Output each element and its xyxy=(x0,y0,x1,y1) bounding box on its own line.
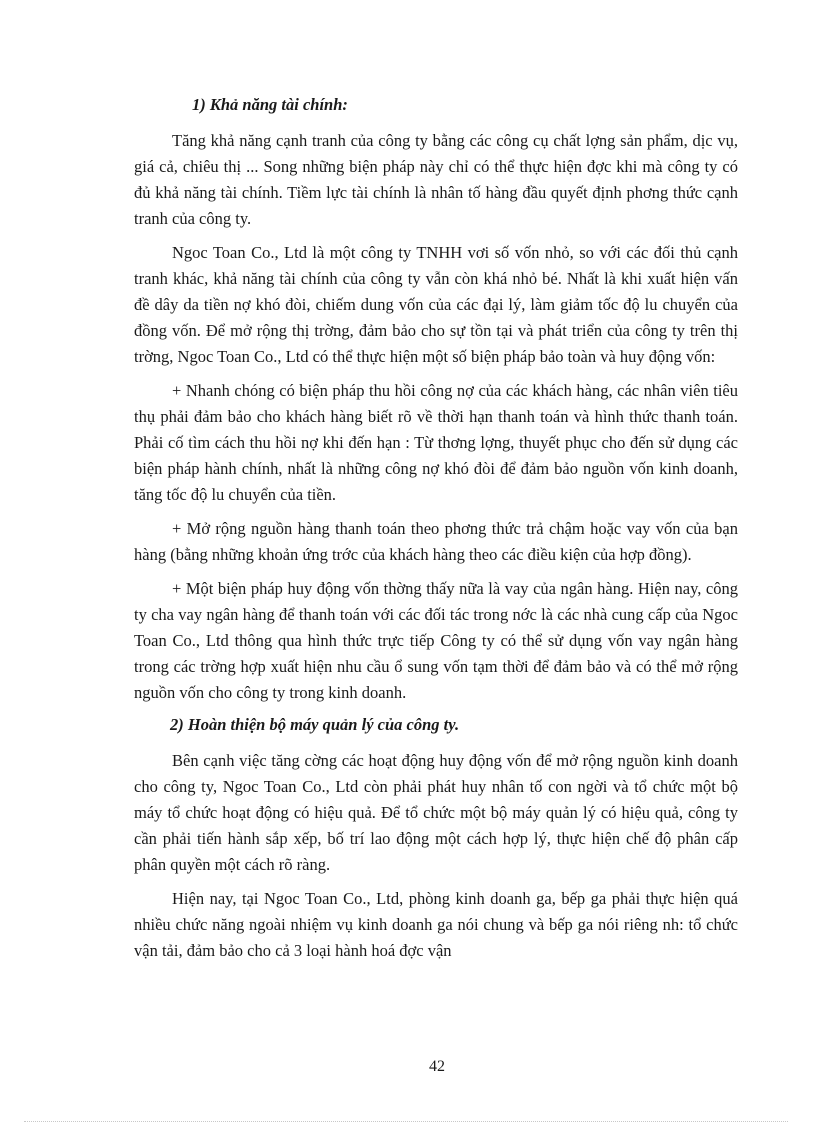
page-number: 42 xyxy=(429,1058,445,1075)
section-1-heading: 1) Khả năng tài chính: xyxy=(192,95,348,114)
section-1-paragraph-2: Ngoc Toan Co., Ltd là một công ty TNHH vơi số vốn nhỏ, so với các đối thủ cạnh tranh khác, khả năng tài chính của công ty vẫn còn khá nhỏ bé. Nhất là khi xuất hiện vấn đề dây da tiền nợ khó đòi, chiếm dung vốn của các đại lý, làm giảm tốc độ lu chuyển của đồng vốn. Để mở rộng thị trờng, đảm bảo cho sự tồn tại và phát triển của công ty trên thị trờng, Ngoc Toan Co., Ltd có thể thực hiện một số biện pháp bảo toàn và huy động vốn: xyxy=(134,243,738,366)
section-2-heading: 2) Hoàn thiện bộ máy quản lý của công ty. xyxy=(170,715,460,734)
section-2-paragraph-2: Hiện nay, tại Ngoc Toan Co., Ltd, phòng kinh doanh ga, bếp ga phải thực hiện quá nhiều chức năng ngoài nhiệm vụ kinh doanh ga nói chung và bếp ga nói riêng nh: tổ chức vận tải, đảm bảo cho cả 3 loại hành hoá đợc vận xyxy=(134,889,738,960)
page-bottom-divider xyxy=(24,1121,788,1122)
section-1-paragraph-5: + Một biện pháp huy động vốn thờng thấy nữa là vay của ngân hàng. Hiện nay, công ty cha vay ngân hàng để thanh toán với các đối tác trong nớc là các nhà cung cấp của Ngoc Toan Co., Ltd thông qua hình thức trực tiếp Công ty có thể sử dụng vốn vay ngân hàng trong các trờng hợp xuất hiện nhu cầu ổ sung vốn tạm thời để đảm bảo và có thể mở rộng nguồn vốn cho công ty trong kinh doanh. xyxy=(134,579,738,702)
section-1-paragraph-1: Tăng khả năng cạnh tranh của công ty bằng các công cụ chất lợng sản phẩm, dịc vụ, giá cả, chiêu thị ... Song những biện pháp này chỉ có thể thực hiện đợc khi mà công ty có đủ khả năng tài chính. Tiềm lực tài chính là nhân tố hàng đầu quyết định phơng thức cạnh tranh của công ty. xyxy=(134,131,738,228)
section-1-paragraph-3: + Nhanh chóng có biện pháp thu hồi công nợ của các khách hàng, các nhân viên tiêu thụ phải đảm bảo cho khách hàng biết rõ về thời hạn thanh toán và hình thức thanh toán. Phải cố tìm cách thu hồi nợ khi đến hạn : Từ thơng lợng, thuyết phục cho đến sử dụng các biện pháp hành chính, nhất là những công nợ khó đòi để đảm bảo nguồn vốn kinh doanh, tăng tốc độ lu chuyển của tiền. xyxy=(134,381,738,504)
section-2-paragraph-1: Bên cạnh việc tăng cờng các hoạt động huy động vốn để mở rộng nguồn kinh doanh cho công ty, Ngoc Toan Co., Ltd còn phải phát huy nhân tố con ngời và tổ chức một bộ máy tổ chức hoạt động có hiệu quả. Để tổ chức một bộ máy quản lý có hiệu quả, công ty cần phải tiến hành sắp xếp, bố trí lao động một cách hợp lý, thực hiện chế độ phân cấp phân quyền một cách rõ ràng. xyxy=(134,751,738,874)
document-page xyxy=(134,92,738,972)
section-1-paragraph-4: + Mở rộng nguồn hàng thanh toán theo phơng thức trả chậm hoặc vay vốn của bạn hàng (bằng những khoản ứng trớc của khách hàng theo các điều kiện của hợp đồng). xyxy=(134,519,738,564)
